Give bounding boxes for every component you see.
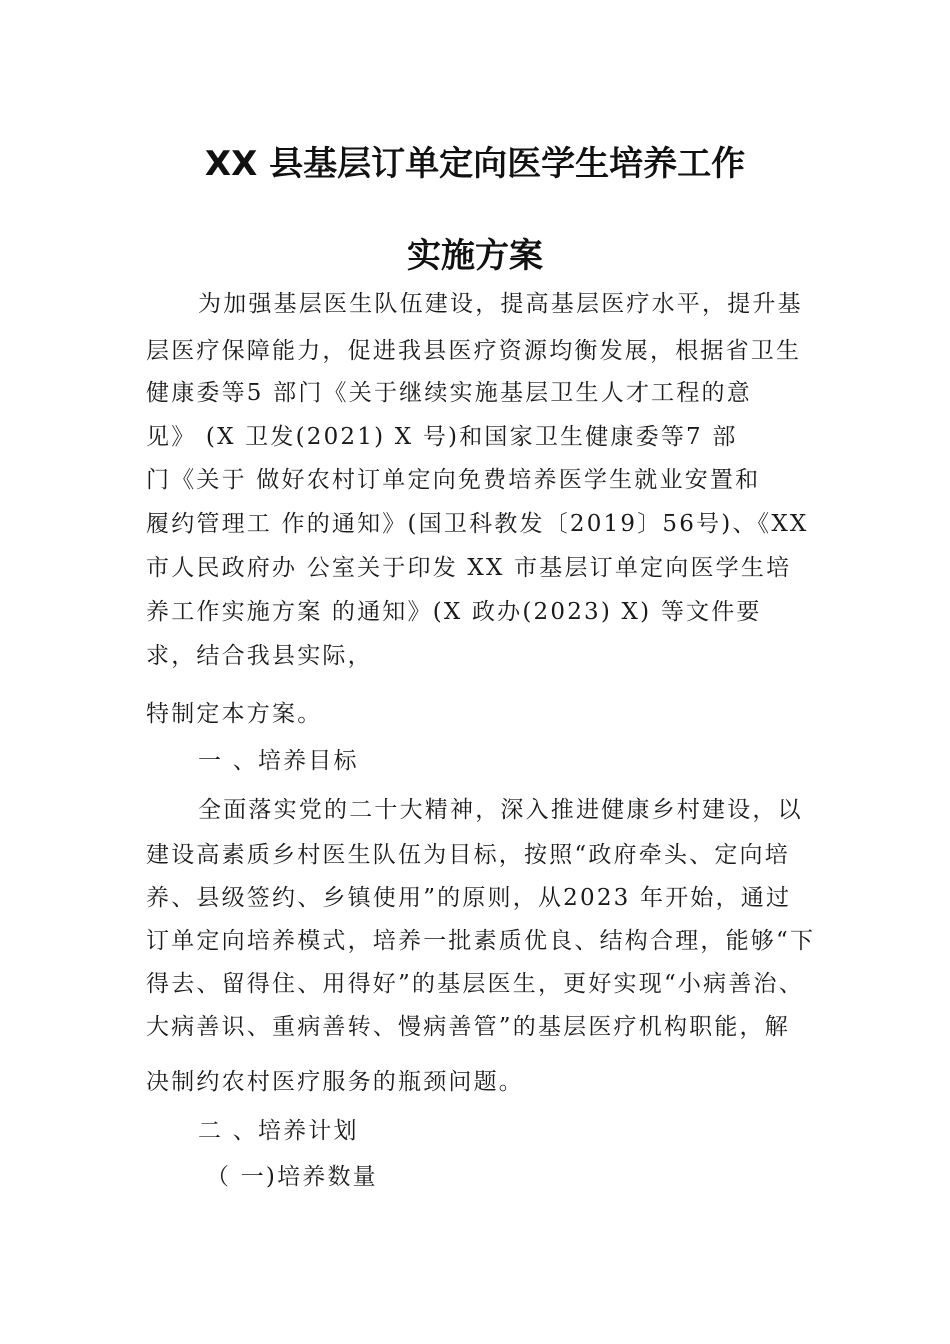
intro-paragraph-line-5: 门《关于 做好农村订单定向免费培养医学生就业安置和 <box>146 467 761 493</box>
intro-paragraph-line-1: 为加强基层医生队伍建设，提高基层医疗水平，提升基 <box>198 291 803 317</box>
intro-paragraph-line-3: 健康委等5 部门《关于继续实施基层卫生人才工程的意 <box>146 380 752 406</box>
subsection-1-heading: （ 一)培养数量 <box>206 1164 378 1190</box>
section-1-heading: 一 、培养目标 <box>198 748 359 774</box>
section-1-paragraph-line-6: 大病善识、重病善转、慢病善管”的基层医疗机构职能，解 <box>146 1014 790 1040</box>
intro-paragraph-line-8: 养工作实施方案 的通知》(X 政办(2023) X) 等文件要 <box>146 599 762 625</box>
intro-paragraph-line-4: 见》 (X 卫发(2021) X 号)和国家卫生健康委等7 部 <box>146 424 738 450</box>
intro-paragraph-line-2: 层医疗保障能力，促进我县医疗资源均衡发展，根据省卫生 <box>146 338 802 364</box>
intro-paragraph-line-7: 市人民政府办 公室关于印发 XX 市基层订单定向医学生培 <box>146 555 792 581</box>
section-1-paragraph-line-3: 养、县级签约、乡镇使用”的原则，从2023 年开始，通过 <box>146 885 792 911</box>
section-1-paragraph-line-7: 决制约农村医疗服务的瓶颈问题。 <box>146 1069 524 1095</box>
section-1-paragraph-line-5: 得去、留得住、用得好”的基层医生，更好实现“小病善治、 <box>146 971 804 997</box>
document-title-line-2: 实施方案 <box>407 236 543 276</box>
section-1-paragraph-line-4: 订单定向培养模式，培养一批素质优良、结构合理，能够“下 <box>146 928 816 954</box>
intro-paragraph-line-9: 求，结合我县实际， <box>146 643 373 669</box>
document-title-line-1: XX 县基层订单定向医学生培养工作 <box>204 144 746 184</box>
intro-paragraph-end: 特制定本方案。 <box>146 701 323 727</box>
intro-paragraph-line-6: 履约管理工 作的通知》(国卫科教发〔2019〕56号)、《XX <box>146 511 809 537</box>
section-1-paragraph-line-1: 全面落实党的二十大精神，深入推进健康乡村建设，以 <box>198 797 803 823</box>
section-2-heading: 二 、培养计划 <box>198 1118 359 1144</box>
section-1-paragraph-line-2: 建设高素质乡村医生队伍为目标，按照“政府牵头、定向培 <box>146 842 790 868</box>
